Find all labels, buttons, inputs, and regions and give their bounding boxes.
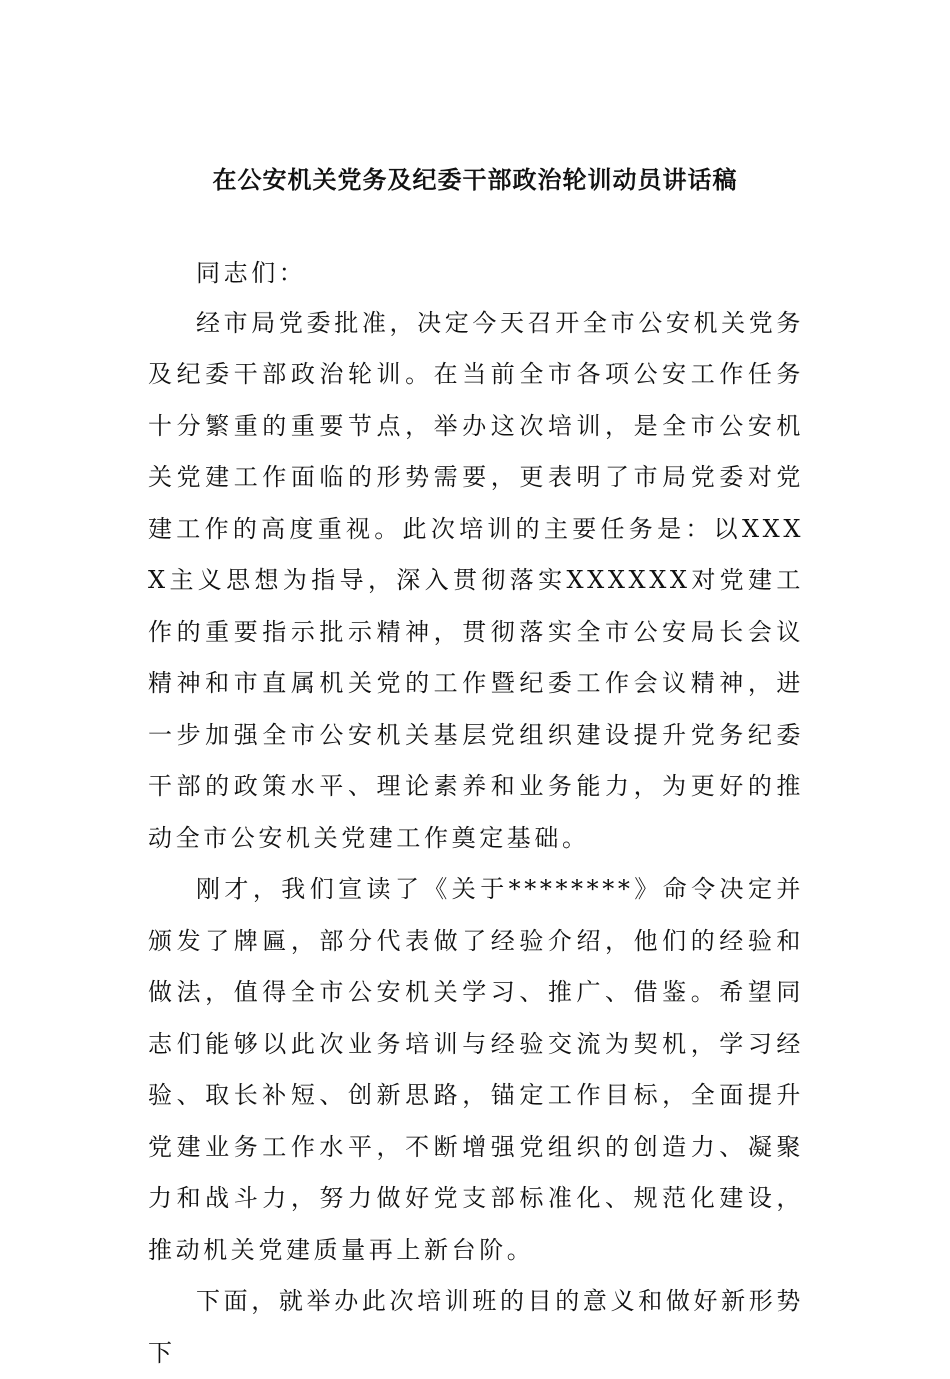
document-body [148, 248, 804, 1379]
document-title: 在公安机关党务及纪委干部政治轮训动员讲话稿 [212, 166, 738, 194]
paragraph-2: 刚才，我们宣读了《关于********》命令决定并颁发了牌匾，部分代表做了经验介绍，他们的经验和做法，值得全市公安机关学习、推广、借鉴。希望同志们能够以此次业务培训与经验交流为契机，学习经验、取长补短、创新思路，锚定工作目标，全面提升党建业务工作水平，不断增强党组织的创造力、凝聚力和战斗力，努力做好党支部标准化、规范化建设，推动机关党建质量再上新台阶。 [148, 875, 804, 1264]
paragraph-1: 经市局党委批准，决定今天召开全市公安机关党务及纪委干部政治轮训。在当前全市各项公安工作任务十分繁重的重要节点，举办这次培训，是全市公安机关党建工作面临的形势需要，更表明了市局党委对党建工作的高度重视。此次培训的主要任务是：以XXXX主义思想为指导，深入贯彻落实XXXXXX对党建工作的重要指示批示精神，贯彻落实全市公安局长会议精神和市直属机关党的工作暨纪委工作会议精神，进一步加强全市公安机关基层党组织建设提升党务纪委干部的政策水平、理论素养和业务能力，为更好的推动全市公安机关党建工作奠定基础。 [148, 308, 804, 852]
salutation: 同志们： [196, 259, 307, 287]
paragraph-3: 下面，就举办此次培训班的目的意义和做好新形势下 [148, 1287, 804, 1367]
